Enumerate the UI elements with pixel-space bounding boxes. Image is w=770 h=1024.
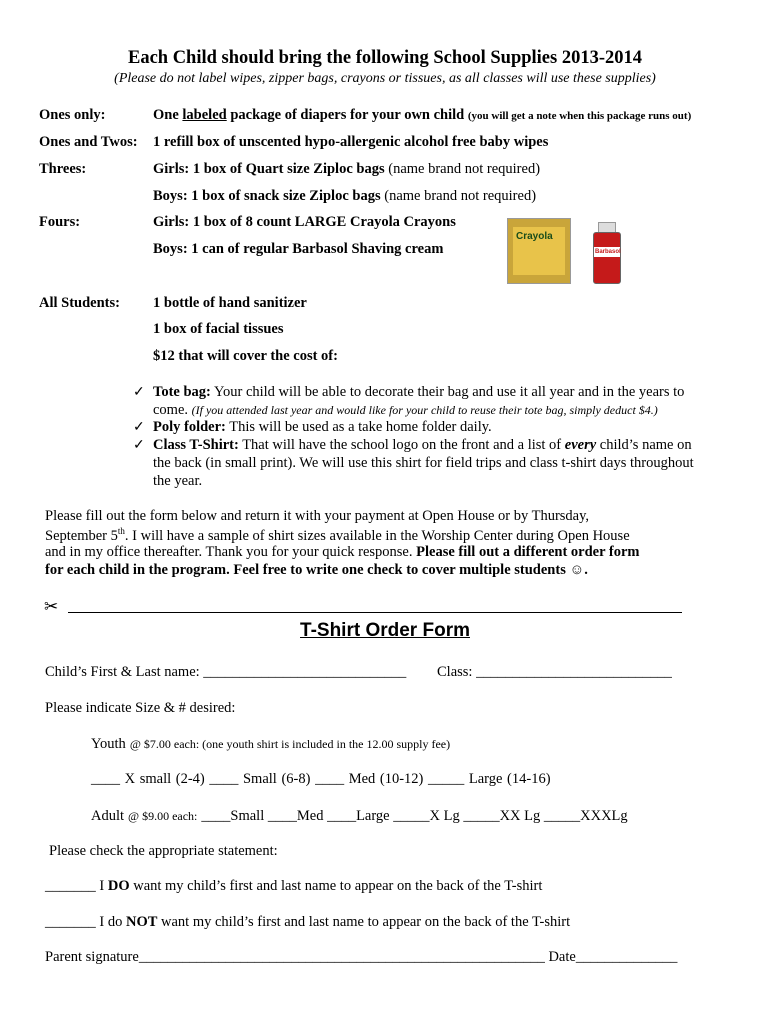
shirt-line [153,437,692,454]
ones-text-underlined: labeled [182,107,227,123]
ones-text-a: One [153,107,179,123]
threes-boys-item: Boys: 1 box of snack size Ziploc bags [153,188,381,204]
ones-text-b: package of diapers for your own child [230,107,465,123]
poly-label: Poly folder: [153,419,226,435]
ones-label: Ones only: [39,107,106,123]
threes-girls-item: Girls: 1 box of Quart size Ziploc bags [153,161,385,177]
instructions-bold-a: Please fill out a different order form [416,544,640,560]
youth-sizes-field[interactable]: ____ X small (2-4) ____ Small (6-8) ____ Med (10-12) _____ Large (14-16) [91,771,551,787]
check-icon: ✓ [133,438,145,453]
crayola-crayons-image [507,218,571,284]
do-not-text: want my child’s first and last name to appear on the back of the T-shirt [161,914,571,930]
all-item-sanitizer: 1 bottle of hand sanitizer [153,295,307,311]
scissors-icon: ✂ [44,597,59,616]
youth-price: @ $7.00 each: (one youth shirt is included in the 12.00 supply fee) [129,737,451,751]
tote-line-2 [153,402,658,419]
instructions-line-3 [45,544,639,561]
youth-line [91,735,450,753]
threes-girls [153,161,540,178]
threes-girls-note: (name brand not required) [388,161,541,177]
all-item-tissues: 1 box of facial tissues [153,321,284,337]
page-subtitle: (Please do not label wipes, zipper bags, crayons or tissues, as all classes will use these supplies) [114,71,656,86]
do-word: DO [107,878,130,894]
barbasol-image-label: Barbasol [595,249,621,255]
fours-boys: Boys: 1 can of regular Barbasol Shaving cream [153,241,444,257]
tote-label: Tote bag: [153,384,211,400]
do-blank[interactable]: _______ I [45,878,105,894]
instructions-date: September 5 [45,527,118,544]
check-icon: ✓ [133,420,145,435]
do-not-blank[interactable]: _______ I do [45,914,123,930]
poly-line [153,419,492,436]
cut-line [68,612,682,613]
adult-line[interactable] [91,807,628,825]
threes-boys [153,188,536,205]
shirt-line-3: the year. [153,473,203,489]
instructions-line-2-rest: . I will have a sample of shirt sizes available in the Worship Center during Open House [124,527,630,544]
check-icon: ✓ [133,385,145,400]
tote-text-2: come. [153,402,189,418]
onestwos-label: Ones and Twos: [39,134,138,150]
instructions-date-sup: th [117,526,125,536]
adult-sizes-field[interactable]: ____Small ____Med ____Large _____X Lg _____XX Lg _____XXXLg [201,808,628,824]
all-item-fee: $12 that will cover the cost of: [153,348,338,364]
shirt-text-2: child’s name on [599,437,692,453]
tote-text: Your child will be able to decorate their bag and use it all year and in the years to [213,384,685,400]
form-title: T-Shirt Order Form [300,620,470,641]
adult-label: Adult [91,808,125,824]
threes-boys-note: (name brand not required) [384,188,537,204]
instructions-line-4: for each child in the program. Feel free to write one check to cover multiple students ☺. [45,562,588,578]
ones-text [153,107,691,124]
all-students-label: All Students: [39,295,120,311]
instructions-line-1: Please fill out the form below and return it with your payment at Open House or by Thursday, [45,508,590,524]
size-label: Please indicate Size & # desired: [45,700,236,716]
tote-line [153,384,684,401]
shirt-label: Class T-Shirt: [153,437,239,453]
onestwos-text: 1 refill box of unscented hypo-allergenic alcohol free baby wipes [153,134,549,150]
poly-text: This will be used as a take home folder daily. [229,419,492,435]
page-title: Each Child should bring the following School Supplies 2013-2014 [127,48,643,68]
child-name-field[interactable]: Child’s First & Last name: ____________________________ [45,664,407,680]
do-text: want my child’s first and last name to appear on the back of the T-shirt [133,878,543,894]
fours-label: Fours: [39,214,81,230]
do-option[interactable] [45,878,542,895]
check-statement-label: Please check the appropriate statement: [49,843,278,859]
parent-signature-field[interactable]: Parent signature________________________________________________________ Date______________ [45,949,678,965]
do-not-option[interactable] [45,914,570,931]
crayola-image-label: Crayola [516,231,553,242]
not-word: NOT [125,914,158,930]
tote-note: (If you attended last year and would like for your child to reuse their tote bag, simply deduct $4.) [191,403,658,417]
shirt-text-1: That will have the school logo on the front and a list of [242,437,562,453]
adult-price: @ $9.00 each: [128,809,198,823]
instructions-line-2 [45,526,630,545]
shirt-every: every [564,437,597,453]
class-field[interactable]: Class: ___________________________ [437,664,672,680]
youth-label: Youth [91,736,126,752]
instructions-thanks: and in my office thereafter. Thank you for your quick response. [45,544,413,560]
fours-girls: Girls: 1 box of 8 count LARGE Crayola Crayons [153,214,456,230]
shirt-line-2: the back (in small print). We will use this shirt for field trips and class t-shirt days throughout [153,455,694,471]
threes-label: Threes: [39,161,87,177]
ones-note: (you will get a note when this package runs out) [467,110,692,122]
barbasol-can-image [589,222,623,284]
